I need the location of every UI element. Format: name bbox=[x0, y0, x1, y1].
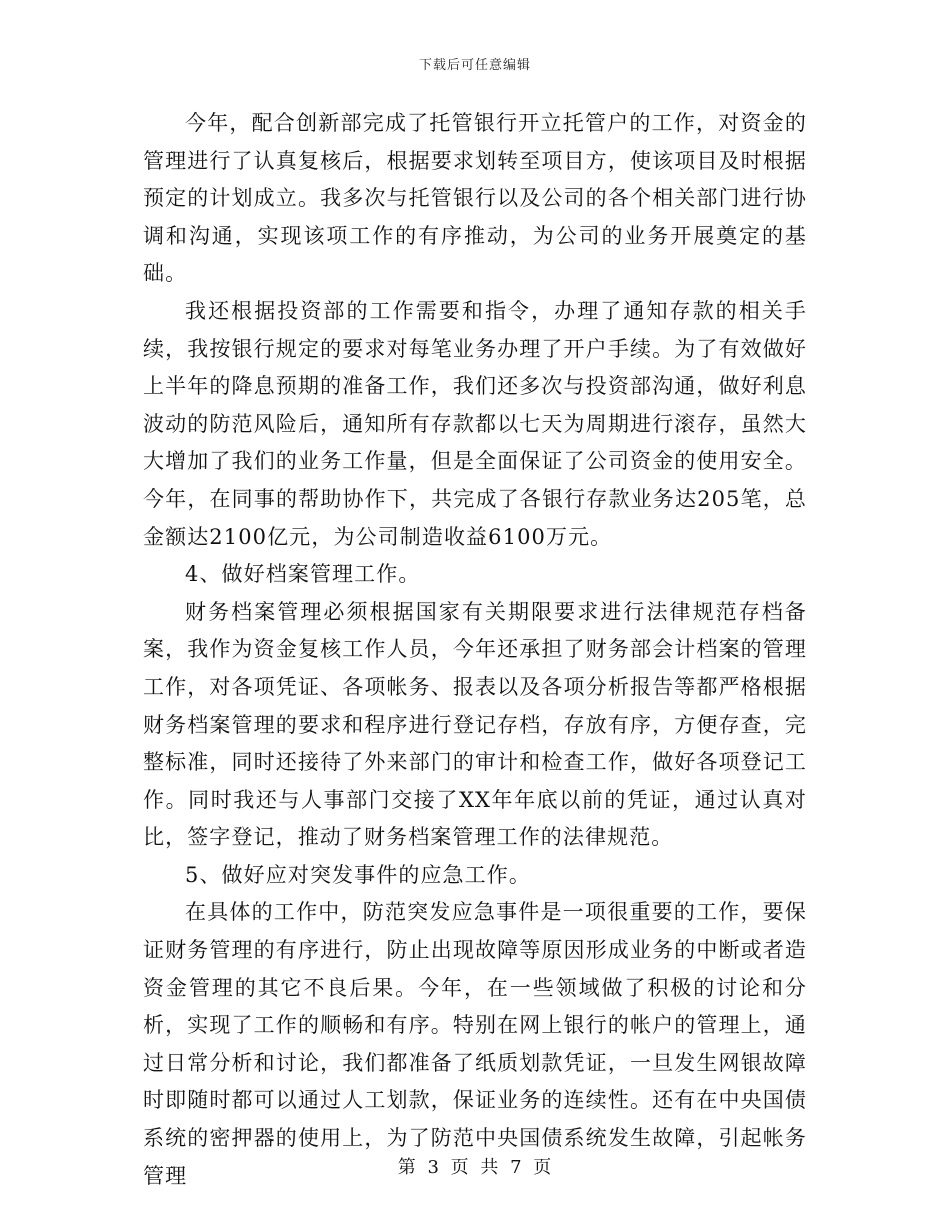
section-heading-emergency: 5、做好应对突发事件的应急工作。 bbox=[185, 862, 531, 887]
paragraph-custody-account: 今年，配合创新部完成了托管银行开立托管户的工作，对资金的管理进行了认真复核后，根据要求划转至项目方，使该项目及时根据预定的计划成立。我多次与托管银行以及公司的各个相关部门进行协调和沟通，实现该项工作的有序推动，为公司的业务开展奠定的基础。 bbox=[143, 111, 807, 286]
header-note: 下载后可任意编辑 bbox=[418, 58, 531, 73]
paragraph-notice-deposit: 我还根据投资部的工作需要和指令，办理了通知存款的相关手续，我按银行规定的要求对每笔业务办理了开户手续。为了有效做好上半年的降息预期的准备工作，我们还多次与投资部沟通，做好利息波动的防范风险后，通知所有存款都以七天为周期进行滚存，虽然大大增加了我们的业务工作量，但是全面保证了公司资金的使用安全。今年，在同事的帮助协作下，共完成了各银行存款业务达205笔，总金额达2100亿元，为公司制造收益6100万元。 bbox=[143, 298, 807, 549]
paragraph-emergency: 在具体的工作中，防范突发应急事件是一项很重要的工作，要保证财务管理的有序进行，防止出现故障等原因形成业务的中断或者造资金管理的其它不良后果。今年，在一些领域做了积极的讨论和分析，实现了工作的顺畅和有序。特别在网上银行的帐户的管理上，通过日常分析和讨论，我们都准备了纸质划款凭证，一旦发生网银故障时即随时都可以通过人工划款，保证业务的连续性。还有在中央国债系统的密押器的使用上，为了防范中央国债系统发生故障，引起帐务管理 bbox=[143, 900, 807, 1188]
page-number-footer: 第 3 页 共 7 页 bbox=[397, 1157, 553, 1178]
section-heading-archives: 4、做好档案管理工作。 bbox=[185, 562, 421, 587]
body-text bbox=[143, 105, 807, 1195]
paragraph-archives: 财务档案管理必须根据国家有关期限要求进行法律规范存档备案，我作为资金复核工作人员，今年还承担了财务部会计档案的管理工作，对各项凭证、各项帐务、报表以及各项分析报告等都严格根据财务档案管理的要求和程序进行登记存档，存放有序，方便存查，完整标准，同时还接待了外来部门的审计和检查工作，做好各项登记工作。同时我还与人事部门交接了XX年年底以前的凭证，通过认真对比，签字登记，推动了财务档案管理工作的法律规范。 bbox=[143, 599, 807, 850]
